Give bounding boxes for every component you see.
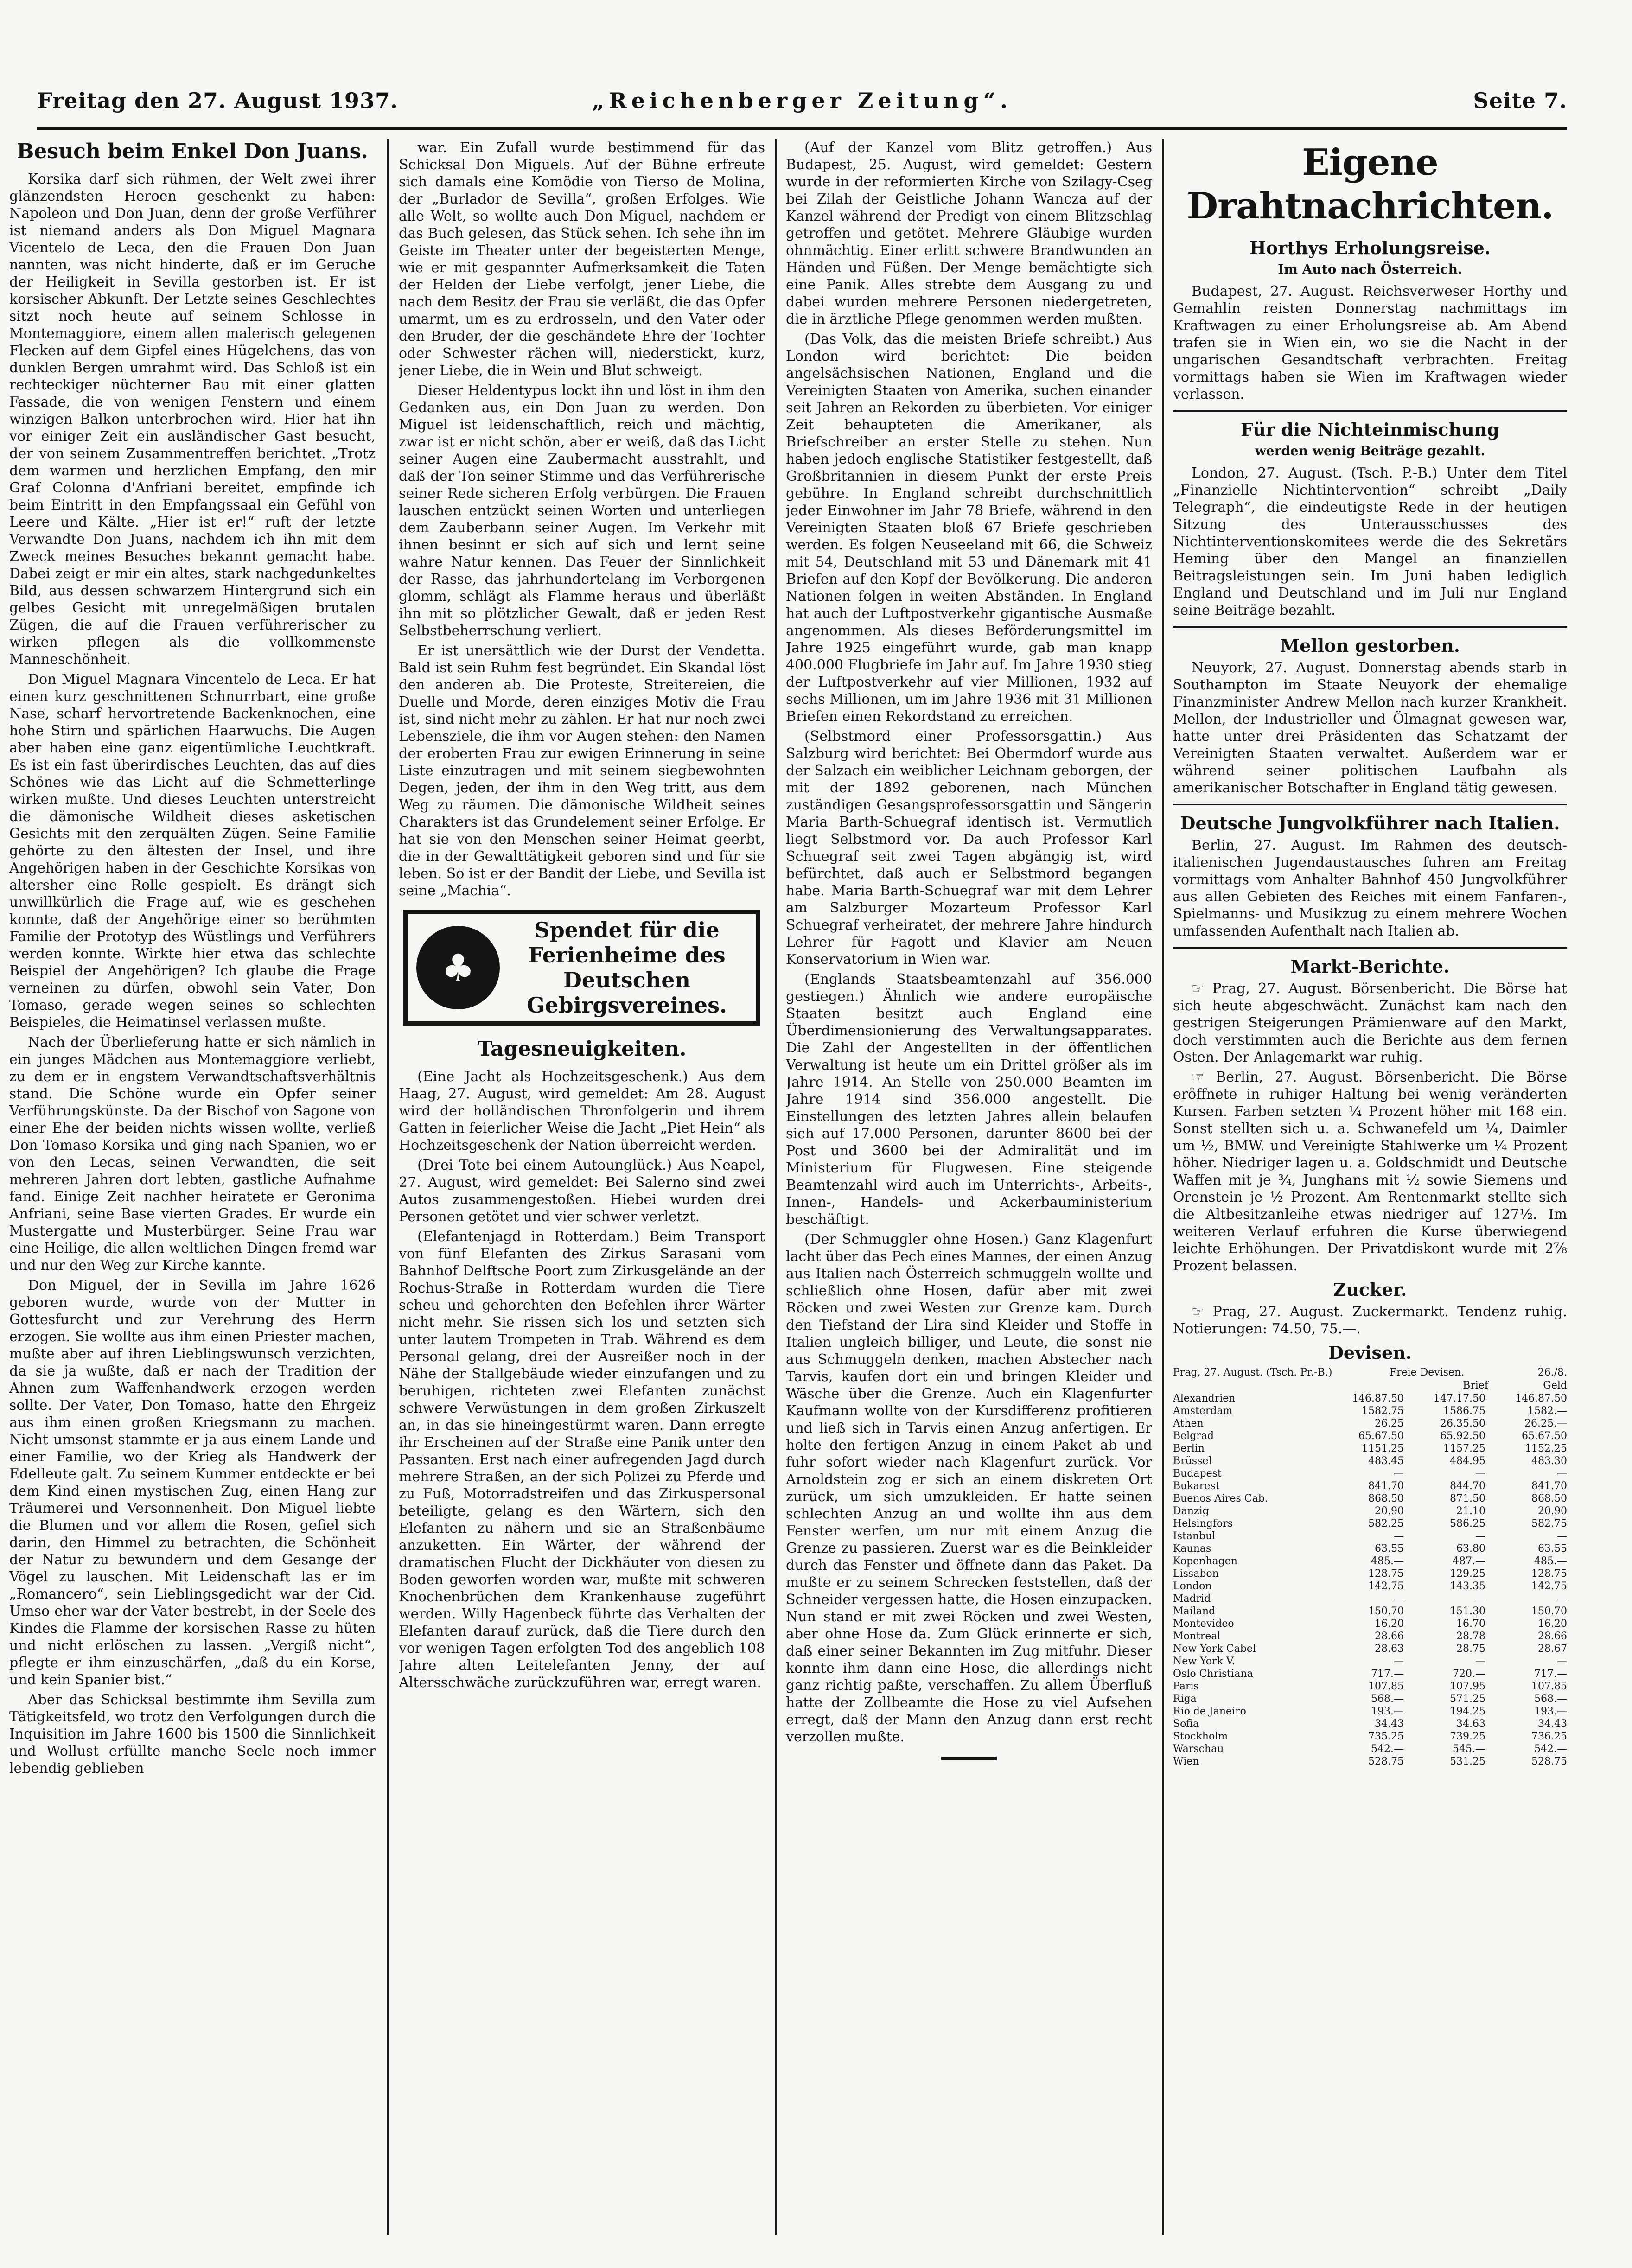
devisen-value: 545.— <box>1452 1743 1485 1755</box>
devisen-col-brief: Brief <box>1463 1380 1488 1391</box>
devisen-header-prev-date: 26./8. <box>1537 1367 1567 1378</box>
devisen-row <box>1173 1718 1567 1730</box>
devisen-value: 844.70 <box>1449 1480 1485 1492</box>
news-item: (Auf der Kanzel vom Blitz getroffen.) Aus Budapest, 25. August, wird gemeldet: Gestern wurde in der reformierten Kirche von Szilagy-Cseg bei Zilah der Geistliche Johann Wancza auf der Kanzel während der Predigt von einem Blitzschlag getroffen und getötet. Mehrere Gläubige wurden ohnmächtig. Einer erlitt schwere Brandwunden an Händen und Füßen. Der Menge bemächtigte sich eine Panik. Alles strebte dem Ausgang zu und dabei wurden mehrere Personen niedergetreten, die in ärztliche Pflege genommen werden mußten. <box>786 140 1152 327</box>
devisen-value: 484.95 <box>1449 1455 1485 1467</box>
devisen-value: 582.75 <box>1531 1518 1567 1529</box>
devisen-row <box>1173 1655 1567 1668</box>
headline-horthy: Horthys Erholungsreise. <box>1249 237 1491 258</box>
devisen-value: 26.25.— <box>1524 1418 1567 1429</box>
end-mark <box>941 1757 997 1760</box>
devisen-currency: Madrid <box>1173 1593 1211 1605</box>
devisen-value: 868.50 <box>1531 1493 1567 1504</box>
devisen-value: 487.— <box>1452 1555 1485 1567</box>
article-title-don-juan: Besuch beim Enkel Don Juans. <box>17 140 368 163</box>
devisen-value: 483.45 <box>1368 1455 1404 1467</box>
article-paragraph: Er ist unersättlich wie der Durst der Vendetta. Bald ist sein Ruhm fest begründet. Ein Skandal löst den anderen ab. Die Proteste, Streitereien, die Duelle und Morde, deren einziges Motiv die Frau ist, sind nicht mehr zu zählen. Er hat nur noch zwei Lebensziele, die ihm vor Augen stehen: den Namen der eroberten Frau zur ewigen Erinnerung in seine Liste einzutragen und mit seinem siegbewohnten Degen, jeden, der ihm in den Weg tritt, aus dem Weg zu räumen. Die dämonische Wildheit seines Charakters ist das Grundelement seiner Erfolge. Er hat sie von den Menschen seiner Heimat geerbt, die in der Gewalttätigkeit geboren sind und für sie leben. So ist er der Bandit der Liebe, und Sevilla ist seine „Machia“. <box>399 643 765 899</box>
news-item: (Drei Tote bei einem Autounglück.) Aus Neapel, 27. August, wird gemeldet: Bei Salerno sind zwei Autos zusammengestoßen. Hiebei wurden drei Personen getötet und vier schwer verletzt. <box>399 1157 765 1225</box>
article-paragraph: Nach der Überlieferung hatte er sich nämlich in ein junges Mädchen aus Montemaggiore verliebt, zu dem er in engstem Verwandtschaftsverhältnis stand. Die Schöne wurde ein Opfer seiner Verführungskünste. Da der Bischof von Sagone von einer Ehe der beiden nichts wissen wollte, verließ Don Tomaso Korsika und ging nach Spanien, wo er von den Lecas, seinen Verwandten, die seit mehreren Jahren dort lebten, gastliche Aufnahme fand. Einige Zeit nachher heiratete er Geronima Anfriani, seine Base vierten Grades. Er wurde ein Mustergatte und Musterbürger. Seine Frau war eine Heilige, die allen weltlichen Dingen fremd war und nur den Weg zur Kirche kannte. <box>9 1034 376 1274</box>
news-item: (Eine Jacht als Hochzeitsgeschenk.) Aus dem Haag, 27. August, wird gemeldet: Am 28. August wird der holländischen Thronfolgerin und ihrem Gatten in feierlicher Weise die Jacht „Piet Hein“ als Hochzeitsgeschenk der Nation überreicht werden. <box>399 1069 765 1153</box>
devisen-value: 841.70 <box>1531 1480 1567 1492</box>
devisen-row <box>1173 1555 1567 1567</box>
market-report: ☞ Prag, 27. August. Zuckermarkt. Tendenz ruhig. Notierungen: 74.50, 75.—. <box>1173 1304 1567 1337</box>
headline-devisen: Devisen. <box>1328 1342 1412 1363</box>
header-page-number: Seite 7. <box>1473 88 1567 113</box>
devisen-currency: Athen <box>1173 1418 1204 1429</box>
devisen-row <box>1173 1593 1567 1605</box>
devisen-row <box>1173 1705 1567 1718</box>
devisen-currency: Budapest <box>1173 1468 1222 1479</box>
devisen-value: 528.75 <box>1368 1756 1404 1767</box>
devisen-row <box>1173 1668 1567 1680</box>
devisen-value: 1152.25 <box>1525 1443 1567 1454</box>
news-item: London, 27. August. (Tsch. P.-B.) Unter dem Titel „Finanzielle Nichtintervention“ schreibt „Daily Telegraph“, die eindeutigste Rede in der heutigen Sitzung des Unterausschusses des Nichtinterventionskomitees werde die des Sekretärs Heming über den Mangel an finanziellen Beitragsleistungen sein. Im Juni haben lediglich England und Deutschland und im Juli nur England seine Beiträge bezahlt. <box>1173 465 1567 618</box>
devisen-currency: New York V. <box>1173 1656 1235 1667</box>
devisen-value: 193.— <box>1371 1706 1404 1717</box>
devisen-row <box>1173 1417 1567 1430</box>
devisen-row <box>1173 1405 1567 1417</box>
column-rule-2 <box>775 139 777 2235</box>
news-item: Neuyork, 27. August. Donnerstag abends starb in Southampton im Staate Neuyork der ehemalige Finanzminister Andrew Mellon nach kurzer Krankheit. Mellon, der Industrieller und Ölmagnat gewesen war, hatte unter drei Präsidenten das Schatzamt der Vereinigten Staaten verwaltet. Außerdem war er während seiner politischen Laufbahn als amerikanischer Botschafter in England tätig gewesen. <box>1173 660 1567 796</box>
devisen-currency: Paris <box>1173 1681 1199 1692</box>
news-item: (Selbstmord einer Professorsgattin.) Aus Salzburg wird berichtet: Bei Obermdorf wurde aus der Salzach ein weiblicher Leichnam geborgen, der mit der 1892 geborenen, nach München zuständigen Gesangsprofessorsgattin und Sängerin Maria Barth-Schuegraf identisch ist. Vermutlich liegt Selbstmord vor. Da auch Professor Karl Schuegraf seit zwei Tagen abgängig ist, wird befürchtet, daß auch er Selbstmord begangen habe. Maria Barth-Schuegraf war mit dem Lehrer am Salzburger Mozarteum Professor Karl Schuegraf verheiratet, der mehrere Jahre hindurch Lehrer für Fagott und Klavier am Neuen Konservatorium in Wien war. <box>786 728 1152 968</box>
devisen-value: 28.63 <box>1374 1643 1404 1655</box>
devisen-value: 20.90 <box>1538 1505 1567 1517</box>
devisen-row <box>1173 1480 1567 1492</box>
devisen-currency: New York Cabel <box>1173 1643 1256 1655</box>
devisen-currency: Brüssel <box>1173 1455 1212 1467</box>
devisen-header <box>1173 1366 1567 1379</box>
devisen-value: 720.— <box>1452 1668 1485 1680</box>
article-paragraph: Korsika darf sich rühmen, der Welt zwei ihrer glänzendsten Heroen geschenkt zu haben: Napoleon und Don Juan, denn der große Verführer ist niemand anders als Don Miguel Magnara Vicentelo de Leca, den die Frauen Don Juan nannten, was nicht hinderte, daß er im Geruche der Heiligkeit in Sevilla gestorben ist. Er ist korsischer Abkunft. Der Letzte seines Geschlechtes sitzt noch heute auf seinem Schlosse in Montemaggiore, einem allen malerisch gelegenen Flecken auf dem Gipfel eines Hügelchens, das von dunklen Bergen umrahmt wird. Das Schloß ist ein rechteckiger nüchterner Bau mit einer glatten Fassade, die von wenigen Fenstern und einem winzigen Balkon unterbrochen wird. Hier hat ihn vor einiger Zeit ein ausländischer Gast besucht, der von seinem Zusammentreffen berichtet. „Trotz dem warmen und herzlichen Empfang, den mir Graf Colonna d'Anfriani bereitet, empfinde ich beim Eintritt in den Empfangssaal ein Gefühl von Leere und Kälte. „Hier ist er!“ ruft der letzte Verwandte Don Juans, nachdem ich ihn mit dem Zweck meines Besuches bekannt gemacht habe. Dabei zeigt er mir ein altes, stark nachgedunkeltes Bild, aus dessen schwarzem Hintergrund sich ein gelbes Gesicht mit unregelmäßigen brutalen Zügen, die auf die Frauen verführerischer zu wirken pflegen als die vollkommenste Manneschönheit. <box>9 171 376 668</box>
news-item: Budapest, 27. August. Reichsverweser Horthy und Gemahlin reisten Donnerstag nachmittags im Kraftwagen zu einer Erholungsreise ab. Am Abend trafen sie in Wien ein, wo sie die Nacht in der ungarischen Gesandtschaft verbrachten. Freitag vormittags haben sie Wien im Kraftwagen wieder verlassen. <box>1173 283 1567 402</box>
devisen-currency: Buenos Aires Cab. <box>1173 1493 1268 1504</box>
news-item: (Das Volk, das die meisten Briefe schreibt.) Aus London wird berichtet: Die beiden angelsächsischen Nationen, England und die Vereinigten Staaten von Amerika, suchen einander seit Jahren an Rekorden zu überbieten. Vor einiger Zeit behaupteten die Amerikaner, als Briefschreiber an erster Stelle zu stehen. Nun haben jedoch englische Statistiker festgestellt, daß Großbritannien in diesem Punkt der erste Preis gebühre. In England schreibt durchschnittlich jeder Einwohner im Jahr 78 Briefe, während in den Vereinigten Staaten bloß 67 Briefe geschrieben werden. Es folgen Neuseeland mit 66, die Schweiz mit 54, Deutschland mit 53 und Dänemark mit 41 Briefen auf den Kopf der Bevölkerung. Die anderen Nationen folgen in weiten Abständen. In England hat auch der Luftpostverkehr gigantische Ausmaße angenommen. Als dieses Beförderungsmittel im Jahre 1925 eingeführt wurde, gab man knapp 400.000 Flugbriefe im Jahr auf. Im Jahre 1930 stieg der Luftpostverkehr auf vier Millionen, 1932 auf sechs Millionen, um im Jahre 1936 mit 31 Millionen Briefen einen Rekordstand zu erreichen. <box>786 331 1152 725</box>
devisen-row <box>1173 1542 1567 1555</box>
devisen-currency: Warschau <box>1173 1743 1224 1755</box>
devisen-value: 146.87.50 <box>1515 1393 1567 1404</box>
article-paragraph: Dieser Heldentypus lockt ihn und löst in ihm den Gedanken aus, ein Don Juan zu werden. Don Miguel ist leidenschaftlich, reich und mächtig, zwar ist er nicht schön, aber er weiß, daß das Licht seiner Augen eine Zaubermacht ausstrahlt, und daß der Ton seiner Stimme und das Verführerische seiner Rede sicheren Erfolg verbürgen. Die Frauen lauschen entzückt seinen Worten und unterliegen dem Zauberbann seiner Augen. Im Verkehr mit ihnen besinnt er sich auf sich und lernt seine wahre Natur kennen. Das Feuer der Sinnlichkeit der Rasse, das jahrhundertelang im Verborgenen glomm, schlägt als Flamme heraus und überläßt ihn mit so plötzlicher Gewalt, daß er jeden Rest Selbstbeherrschung verliert. <box>399 382 765 639</box>
header-rule <box>37 127 1567 130</box>
article-paragraph: Aber das Schicksal bestimmte ihm Sevilla zum Tätigkeitsfeld, wo trotz den Verfolgungen durch die Inquisition im Jahre 1600 bis 1500 die Sinnlichkeit und Wollust erfüllte manche Seele noch immer lebendig geblieben <box>9 1692 376 1777</box>
headline-mellon: Mellon gestorben. <box>1280 635 1460 656</box>
devisen-value: 868.50 <box>1368 1493 1404 1504</box>
devisen-value: 107.85 <box>1531 1681 1567 1692</box>
devisen-value: — <box>1393 1656 1404 1667</box>
section-title-drahtnachrichten: Eigene Drahtnachrichten. <box>1186 141 1554 227</box>
devisen-currency: Helsingfors <box>1173 1518 1233 1529</box>
news-item: (Elefantenjagd in Rotterdam.) Beim Transport von fünf Elefanten des Zirkus Sarasani vom Bahnhof Delftsche Poort zum Zirkusgelände an der Rochus-Straße in Rotterdam wurden die Tiere scheu und gehorchten den Befehlen ihrer Wärter nicht mehr. Sie rissen sich los und setzten sich unter lautem Trompeten in Trab. Während es dem Personal gelang, drei der Ausreißer noch in der Nähe der Stallgebäude wieder einzufangen und zu beruhigen, richteten zwei Elefanten zunächst schwere Verwüstungen in dem großen Zirkuszelt an, in das sie hineingestürmt waren. Dann erregte ihr Erscheinen auf der Straße eine Panik unter den Passanten. Erst nach einer aufregenden Jagd durch mehrere Straßen, an der sich Polizei zu Pferde und zu Fuß, Motorradstreifen und das Zirkuspersonal beteiligte, gelang es den Wärtern, sich den Elefanten zu nähern und sie an Straßenbäume anzuketten. Ein Wärter, der während der dramatischen Flucht der Dickhäuter von diesen zu Boden geworfen worden war, mußte mit schweren Knochenbrüchen dem Krankenhause zugeführt werden. Willy Hagenbeck führte das Verhalten der Elefanten darauf zurück, daß die Tiere durch den vor wenigen Tagen erfolgten Tod des angeblich 108 Jahre alten Leitelefanten Jenny, der auf Altersschwäche zurückzuführen war, erregt waren. <box>399 1229 765 1691</box>
devisen-value: 717.— <box>1371 1668 1404 1680</box>
devisen-table <box>1173 1392 1567 1768</box>
article-paragraph: Don Miguel, der in Sevilla im Jahre 1626 geboren wurde, wurde von der Mutter in Gottesfurcht und zur Verehrung des Herrn erzogen. Sie wollte aus ihm einen Priester machen, mußte aber auf ihren Lieblingswunsch verzichten, da sie ja wußte, daß er nach der Tradition der Ahnen zum Waffenhandwerk erzogen werden sollte. Der Vater, Don Tomaso, hatte den Ehrgeiz aus ihm einen großen Kriegsmann zu machen. Nicht umsonst stammte er ja aus einem Lande und einer Familie, wo der Krieg als Handwerk der Edelleute galt. Zu seinem Kummer entdeckte er bei dem Kind einen mystischen Zug, einen Hang zur Träumerei und Versonnenheit. Don Miguel liebte die Blumen und vor allem die Rosen, gefiel sich darin, den Himmel zu betrachten, die Schönheit der Natur zu bewundern und dem Gesange der Vögel zu lauschen. Mit Leidenschaft las er im „Romancero“, sein Lieblingsgedicht war der Cid. Umso eher war der Vater bestrebt, in der Seele des Kindes die Flamme der korsischen Rasse zu hüten und nicht erlöschen zu lassen. „Vergiß nicht“, pflegte er ihm einzuschärfen, „daß du ein Korse, und kein Spanier bist.“ <box>9 1277 376 1688</box>
devisen-value: 717.— <box>1534 1668 1567 1680</box>
devisen-row <box>1173 1455 1567 1467</box>
devisen-value: 34.43 <box>1374 1718 1404 1730</box>
article-paragraph: war. Ein Zufall wurde bestimmend für das Schicksal Don Miguels. Auf der Bühne erfreute sich damals eine Komödie von Tierso de Molina, der „Burlador de Sevilla“, großen Erfolges. Wie alle Welt, so wollte auch Don Miguel, nachdem er das Buch gelesen, das Stück sehen. Ich sehe ihn im Geiste im Theater unter der begeisterten Menge, wie er mit gespannter Aufmerksamkeit die Taten der Helden der Liebe verfolgt, jener Liebe, die nach dem Besitz der Frau sie verläßt, die das Opfer umarmt, um es zu erdrosseln, und den Vater oder den Bruder, der die geschändete Ehre der Tochter oder Schwester rächen will, niederstickt, kurz, jener Liebe, die in Wein und Blut schweigt. <box>399 140 765 379</box>
devisen-value: 735.25 <box>1368 1731 1404 1742</box>
devisen-value: 107.95 <box>1449 1681 1485 1692</box>
devisen-subheader <box>1173 1379 1567 1392</box>
devisen-value: 34.63 <box>1456 1718 1485 1730</box>
devisen-value: 128.75 <box>1368 1568 1404 1580</box>
devisen-row <box>1173 1392 1567 1405</box>
devisen-value: 146.87.50 <box>1352 1393 1404 1404</box>
devisen-value: 841.70 <box>1368 1480 1404 1492</box>
devisen-value: 20.90 <box>1374 1505 1404 1517</box>
devisen-currency: Rio de Janeiro <box>1173 1706 1246 1717</box>
subheadline-nichteinmischung: werden wenig Beiträge gezahlt. <box>1255 443 1485 459</box>
advertisement-ferienheime <box>403 910 760 1026</box>
header-newspaper-title: „Reichenberger Zeitung“. <box>592 88 1013 113</box>
devisen-currency: Oslo Christiana <box>1173 1668 1253 1680</box>
devisen-value: 1582.75 <box>1361 1405 1404 1417</box>
news-item: (Der Schmuggler ohne Hosen.) Ganz Klagenfurt lacht über das Pech eines Mannes, der einen Anzug aus Italien nach Österreich schmuggeln wollte und schließlich ohne Hosen, dafür aber mit zwei Röcken und zwei Westen zur Grenze kam. Durch den Tiefstand der Lira sind Kleider und Stoffe in Italien ungleich billiger, und Leute, die sonst nie aus Schmuggeln denken, machen Abstecher nach Tarvis, kaufen dort ein und bringen Kleider und Wäsche über die Grenze. Auch ein Klagenfurter Kaufmann wollte von der Kursdifferenz profitieren und ließ sich in Tarvis einen Anzug anfertigen. Er holte den fertigen Anzug in einem Paket ab und fuhr sofort wieder nach Klagenfurt zurück. Vor Arnoldstein zog er sich an einem diskreten Ort zurück, um sich umzukleiden. Er hatte seinen schlechten Anzug an und wollte ihn aus dem Fenster werfen, um nur mit einem Anzug die Grenze zu passieren. Zuerst war es die Beinkleider durch das Fenster und öffnete dann das Paket. Da mußte er zu seinem Schrecken feststellen, daß der Schneider vergessen hatte, die Hosen einzupacken. Nun stand er mit zwei Röcken und zwei Westen, aber ohne Hose da. Zum Glück erinnerte er sich, daß einer seiner Bekannten im Zug mitfuhr. Dieser konnte ihm dann eine Hose, die allerdings nicht ganz richtig paßte, verschaffen. Zu allem Überfluß hatte der Zollbeamte die Hose zu viel Aufsehen erregt, daß der Mann den Anzug dann erst recht verzollen mußte. <box>786 1231 1152 1745</box>
devisen-value: 150.70 <box>1368 1605 1404 1617</box>
column-rule-1 <box>387 139 389 2235</box>
devisen-row <box>1173 1492 1567 1505</box>
devisen-value: 16.20 <box>1374 1618 1404 1630</box>
devisen-value: 528.75 <box>1531 1756 1567 1767</box>
devisen-value: 63.55 <box>1374 1543 1404 1554</box>
devisen-value: 568.— <box>1534 1693 1567 1705</box>
devisen-value: 531.25 <box>1449 1756 1485 1767</box>
devisen-value: 147.17.50 <box>1434 1393 1485 1404</box>
column-2 <box>399 139 765 2225</box>
devisen-value: 568.— <box>1371 1693 1404 1705</box>
divider <box>1173 410 1567 412</box>
devisen-value: 142.75 <box>1531 1580 1567 1592</box>
devisen-value: 142.75 <box>1368 1580 1404 1592</box>
devisen-row <box>1173 1643 1567 1655</box>
devisen-value: 151.30 <box>1449 1605 1485 1617</box>
devisen-row <box>1173 1442 1567 1455</box>
column-rule-3 <box>1162 139 1164 2235</box>
devisen-value: 871.50 <box>1449 1493 1485 1504</box>
devisen-value: 736.25 <box>1531 1731 1567 1742</box>
devisen-value: 107.85 <box>1368 1681 1404 1692</box>
header-date: Freitag den 27. August 1937. <box>37 88 398 113</box>
headline-zucker: Zucker. <box>1333 1279 1407 1300</box>
devisen-value: 34.43 <box>1538 1718 1567 1730</box>
devisen-row <box>1173 1580 1567 1593</box>
devisen-value: 194.25 <box>1449 1706 1485 1717</box>
section-title-tagesneuigkeiten: Tagesneuigkeiten. <box>477 1037 687 1061</box>
devisen-value: 582.25 <box>1368 1518 1404 1529</box>
devisen-row <box>1173 1505 1567 1517</box>
devisen-header-place: Prag, 27. August. (Tsch. Pr.-B.) <box>1173 1367 1332 1378</box>
devisen-row <box>1173 1430 1567 1442</box>
devisen-value: 739.25 <box>1449 1731 1485 1742</box>
devisen-value: — <box>1475 1530 1485 1542</box>
devisen-value: 65.67.50 <box>1522 1430 1567 1442</box>
devisen-currency: Kopenhagen <box>1173 1555 1237 1567</box>
devisen-value: — <box>1393 1468 1404 1479</box>
devisen-value: 63.55 <box>1538 1543 1567 1554</box>
devisen-currency: Riga <box>1173 1693 1197 1705</box>
advertisement-text: Spendet für die Ferienheime des Deutschen Gebirgsvereines. <box>526 917 727 1018</box>
devisen-value: 28.67 <box>1538 1643 1567 1655</box>
devisen-currency: Alexandrien <box>1173 1393 1236 1404</box>
devisen-currency: Stockholm <box>1173 1731 1228 1742</box>
devisen-header-title: Freie Devisen. <box>1389 1367 1465 1378</box>
devisen-value: 150.70 <box>1531 1605 1567 1617</box>
devisen-value: 1151.25 <box>1361 1443 1404 1454</box>
headline-markt-berichte: Markt-Berichte. <box>1290 956 1450 977</box>
devisen-value: 129.25 <box>1449 1568 1485 1580</box>
devisen-value: 26.35.50 <box>1440 1418 1485 1429</box>
devisen-value: 128.75 <box>1531 1568 1567 1580</box>
devisen-row <box>1173 1618 1567 1630</box>
headline-nichteinmischung: Für die Nichteinmischung <box>1241 419 1499 440</box>
devisen-value: 28.66 <box>1374 1631 1404 1642</box>
devisen-currency: Lissabon <box>1173 1568 1219 1580</box>
devisen-value: — <box>1557 1468 1567 1479</box>
devisen-value: — <box>1557 1593 1567 1605</box>
devisen-value: 28.66 <box>1538 1631 1567 1642</box>
news-item: Berlin, 27. August. Im Rahmen des deutsch-italienischen Jugendaustausches fuhren am Freitag vormittags vom Anhalter Bahnhof 450 Jungvolkführer aus allen Gebieten des Reiches mit einem Fanfaren-, Spielmanns- und Musikzug zu einem mehrere Wochen umfassenden Aufenthalt nach Italien ab. <box>1173 837 1567 939</box>
devisen-value: — <box>1393 1593 1404 1605</box>
devisen-value: 16.20 <box>1538 1618 1567 1630</box>
devisen-row <box>1173 1530 1567 1542</box>
devisen-row <box>1173 1567 1567 1580</box>
devisen-value: 28.78 <box>1456 1631 1485 1642</box>
devisen-currency: London <box>1173 1580 1212 1592</box>
devisen-currency: Montevideo <box>1173 1618 1234 1630</box>
devisen-value: 1586.75 <box>1443 1405 1485 1417</box>
devisen-currency: Belgrad <box>1173 1430 1214 1442</box>
devisen-currency: Sofia <box>1173 1718 1199 1730</box>
subheadline-horthy: Im Auto nach Österreich. <box>1278 261 1462 277</box>
devisen-row <box>1173 1730 1567 1743</box>
divider <box>1173 626 1567 628</box>
column-4 <box>1173 139 1567 2225</box>
devisen-currency: Istanbul <box>1173 1530 1216 1542</box>
devisen-currency: Mailand <box>1173 1605 1216 1617</box>
devisen-value: 542.— <box>1371 1743 1404 1755</box>
devisen-value: — <box>1475 1656 1485 1667</box>
devisen-currency: Danzig <box>1173 1505 1209 1517</box>
devisen-value: 586.25 <box>1449 1518 1485 1529</box>
devisen-row <box>1173 1693 1567 1705</box>
headline-jungvolkfuehrer: Deutsche Jungvolkführer nach Italien. <box>1180 813 1560 834</box>
devisen-currency: Amsterdam <box>1173 1405 1233 1417</box>
devisen-value: 193.— <box>1534 1706 1567 1717</box>
devisen-value: — <box>1393 1530 1404 1542</box>
news-item: (Englands Staatsbeamtenzahl auf 356.000 gestiegen.) Ähnlich wie andere europäische Staaten besitzt auch England eine Überdimensionierung des Verwaltungsapparates. Die Zahl der Angestellten in der öffentlichen Verwaltung ist heute um ein Drittel größer als im Jahre 1914. An Stelle von 250.000 Beamten im Jahre 1914 sind 356.000 angestellt. Die Einstellungen des letzten Jahres allein belaufen sich auf 17.000 Personen, darunter 8600 bei der Post und 3600 bei der Admiralität und im Ministerium für Flugwesen. Eine steigende Beamtenzahl wird auch im Unterrichts-, Arbeits-, Innen-, Handels- und Ackerbauministerium beschäftigt. <box>786 971 1152 1228</box>
devisen-col-geld: Geld <box>1543 1380 1567 1391</box>
article-paragraph: Don Miguel Magnara Vincentelo de Leca. Er hat einen kurz geschnittenen Schnurrbart, eine große Nase, scharf hervortretende Backenknochen, eine hohe Stirn und spärlichen Haarwuchs. Die Augen aber haben eine ganz eigentümliche Leuchtkraft. Es ist ein fast überirdisches Leuchten, das auf dies Schönes wie das Licht auf die Schmetterlinge wirken mußte. Und dieses Leuchten unterstreicht die dämonische Wildheit dieses asketischen Gesichts mit den zerquälten Zügen. Seine Familie gehörte zu den ältesten der Insel, und ihre Angehörigen haben in der Geschichte Korsikas von altersher eine Rolle gespielt. Es drängt sich unwillkürlich die Frage auf, wie es geschehen konnte, daß der Angehörige einer so berühmten Familie der Prototyp des Wüstlings und Verführers werden konnte. Wirkte hier etwa das schlechte Beispiel der Angehörigen? Ich glaube die Frage verneinen zu dürfen, obwohl sein Vater, Don Tomaso, gerade wegen seines so schlechten Beispieles, die Heimatinsel verlassen mußte. <box>9 671 376 1031</box>
devisen-value: 485.— <box>1534 1555 1567 1567</box>
devisen-value: 571.25 <box>1449 1693 1485 1705</box>
devisen-currency: Wien <box>1173 1756 1199 1767</box>
page-header <box>37 79 1567 121</box>
divider <box>1173 804 1567 805</box>
column-3 <box>786 139 1152 2225</box>
devisen-value: 143.35 <box>1449 1580 1485 1592</box>
devisen-value: — <box>1557 1656 1567 1667</box>
devisen-currency: Berlin <box>1173 1443 1205 1454</box>
devisen-value: 483.30 <box>1531 1455 1567 1467</box>
devisen-value: 16.70 <box>1456 1618 1485 1630</box>
devisen-currency: Montreal <box>1173 1631 1221 1642</box>
devisen-value: 542.— <box>1534 1743 1567 1755</box>
devisen-row <box>1173 1743 1567 1755</box>
divider <box>1173 947 1567 949</box>
devisen-value: — <box>1557 1530 1567 1542</box>
devisen-row <box>1173 1517 1567 1530</box>
devisen-value: 63.80 <box>1456 1543 1485 1554</box>
market-report: ☞ Prag, 27. August. Börsenbericht. Die Börse hat sich heute abgeschwächt. Zunächst kam nach den gestrigen Steigerungen Prämienware auf den Markt, doch verstimmten auch die Berichte aus dem fernen Osten. Der Anlagemarkt war ruhig. <box>1173 981 1567 1065</box>
devisen-row <box>1173 1467 1567 1480</box>
column-1 <box>9 139 376 2225</box>
devisen-value: 26.25 <box>1374 1418 1404 1429</box>
devisen-row <box>1173 1605 1567 1618</box>
devisen-value: 65.67.50 <box>1358 1430 1404 1442</box>
devisen-row <box>1173 1755 1567 1768</box>
devisen-currency: Bukarest <box>1173 1480 1220 1492</box>
devisen-value: 21.10 <box>1456 1505 1485 1517</box>
devisen-value: 28.75 <box>1456 1643 1485 1655</box>
devisen-value: 1582.— <box>1528 1405 1567 1417</box>
devisen-row <box>1173 1680 1567 1693</box>
devisen-currency: Kaunas <box>1173 1543 1211 1554</box>
devisen-value: 1157.25 <box>1443 1443 1485 1454</box>
devisen-value: — <box>1475 1593 1485 1605</box>
club-emblem-icon: ♣ <box>416 926 500 1009</box>
devisen-value: — <box>1475 1468 1485 1479</box>
devisen-value: 65.92.50 <box>1440 1430 1485 1442</box>
devisen-value: 485.— <box>1371 1555 1404 1567</box>
devisen-row <box>1173 1630 1567 1643</box>
market-report: ☞ Berlin, 27. August. Börsenbericht. Die Börse eröffnete in ruhiger Haltung bei wenig veränderten Kursen. Farben setzten ¼ Prozent höher mit 168 ein. Sonst stellten sich u. a. Schwanefeld um ¼, Daimler um ½, BMW. und Vereinigte Stahlwerke um ¼ Prozent höher. Niedriger lagen u. a. Goldschmidt und Deutsche Waffen mit je ¾, Junghans mit ½ sowie Siemens und Orenstein je ½ Prozent. Am Rentenmarkt stellte sich die Altbesitzanleihe etwas niedriger auf 127½. Im weiteren Verlauf erfuhren die Kurse überwiegend leichte Erhöhungen. Der Privatdiskont wurde mit 2⅞ Prozent belassen. <box>1173 1069 1567 1274</box>
